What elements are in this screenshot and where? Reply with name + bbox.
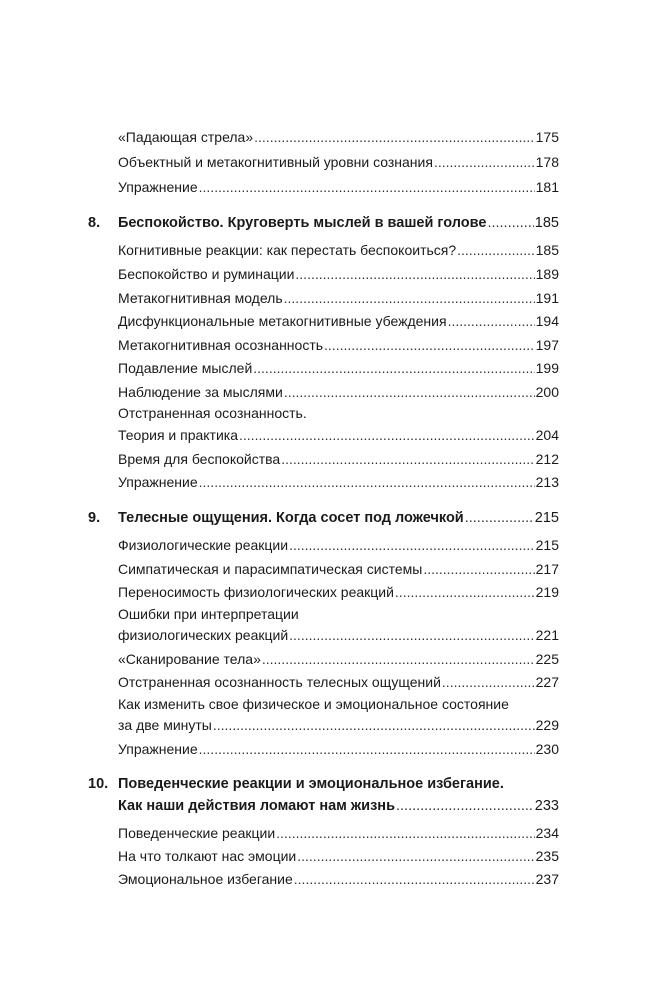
toc-entry <box>118 848 559 865</box>
toc-entry-page: 200 <box>535 384 559 400</box>
toc-entry-title-line1: Как изменить свое физическое и эмоциональное состояние <box>118 696 509 712</box>
toc-entry <box>118 360 559 377</box>
toc-entry-page: 199 <box>535 360 559 376</box>
dot-leader <box>434 154 535 171</box>
toc-entry-title: Физиологические реакции <box>118 537 289 553</box>
dot-leader <box>297 848 534 865</box>
toc-entry-title: Подавление мыслей <box>118 360 253 376</box>
toc-entry <box>118 290 559 307</box>
toc-entry <box>118 337 559 354</box>
toc-entry <box>118 871 559 888</box>
toc-entry-title: за две минуты <box>118 717 212 733</box>
toc-entry-title: Поведенческие реакции <box>118 825 276 841</box>
dot-leader <box>213 717 535 734</box>
toc-entry-page: 229 <box>535 717 559 733</box>
toc-entry-page: 191 <box>535 290 559 306</box>
toc-chapter-title: Беспокойство. Круговерть мыслей в вашей голове <box>118 215 487 231</box>
dot-leader <box>281 451 534 468</box>
dot-leader <box>199 474 535 491</box>
toc-chapter-title: Телесные ощущения. Когда сосет под ложечкой <box>118 510 464 526</box>
toc-entry-title: «Сканирование тела» <box>118 651 261 667</box>
toc-entry-page: 185 <box>535 242 559 258</box>
dot-leader <box>284 384 535 401</box>
toc-entry <box>118 717 559 734</box>
toc-chapter-title-line1: Поведенческие реакции и эмоциональное избегание. <box>118 776 504 792</box>
dot-leader <box>465 510 534 527</box>
toc-entry-title: Метакогнитивная модель <box>118 290 283 306</box>
toc-entry <box>118 674 559 691</box>
dot-leader <box>442 674 535 691</box>
toc-entry-title: Беспокойство и руминации <box>118 266 295 282</box>
toc-entry-page: 227 <box>535 674 559 690</box>
toc-entry-page: 181 <box>535 179 559 195</box>
toc-entry-page: 178 <box>535 154 559 170</box>
toc-entry-page: 197 <box>535 337 559 353</box>
toc-entry-page: 217 <box>535 561 559 577</box>
dot-leader <box>284 290 535 307</box>
toc-entry-title: Упражнение <box>118 179 198 195</box>
toc-entry <box>118 825 559 842</box>
dot-leader <box>289 537 535 554</box>
toc-entry-page: 212 <box>535 451 559 467</box>
toc-entry-title: На что толкают нас эмоции <box>118 848 297 864</box>
toc-entry <box>118 154 559 171</box>
toc-entry-page: 215 <box>534 510 559 526</box>
dot-leader <box>295 266 534 283</box>
toc-entry-page: 233 <box>534 798 559 814</box>
toc-entry-title: «Падающая стрела» <box>118 129 254 145</box>
toc-entry-page: 237 <box>535 871 559 887</box>
toc-entry <box>118 474 559 491</box>
toc-entry-page: 221 <box>535 627 559 643</box>
toc-entry <box>118 651 559 668</box>
toc-entry <box>118 313 559 330</box>
toc-entry-title: Упражнение <box>118 741 198 757</box>
dot-leader <box>289 627 534 644</box>
toc-chapter-title: Как наши действия ломают нам жизнь <box>118 798 395 814</box>
dot-leader <box>254 129 535 146</box>
toc-entry-title: Упражнение <box>118 474 198 490</box>
toc-entry-title: Теория и практика <box>118 427 239 443</box>
dot-leader <box>199 179 535 196</box>
toc-entry-title: физиологических реакций <box>118 627 289 643</box>
toc-entry <box>118 584 559 601</box>
toc-entry-title: Отстраненная осознанность телесных ощущений <box>118 674 441 690</box>
toc-entry-page: 185 <box>534 215 559 231</box>
toc-entry-page: 219 <box>535 584 559 600</box>
toc-chapter-entry <box>118 798 559 815</box>
toc-entry-page: 213 <box>535 474 559 490</box>
toc-chapter-entry <box>118 215 559 232</box>
chapter-number: 8. <box>88 215 101 231</box>
dot-leader <box>487 215 533 232</box>
toc-entry-title-line1: Ошибки при интерпретации <box>118 606 299 622</box>
dot-leader <box>457 242 535 259</box>
dot-leader <box>199 741 535 758</box>
toc-entry-page: 230 <box>535 741 559 757</box>
dot-leader <box>294 871 535 888</box>
toc-entry <box>118 427 559 444</box>
toc-entry-title: Эмоциональное избегание <box>118 871 293 887</box>
toc-entry-page: 189 <box>535 266 559 282</box>
toc-entry <box>118 384 559 401</box>
dot-leader <box>423 561 534 578</box>
toc-entry <box>118 561 559 578</box>
toc-entry-page: 215 <box>535 537 559 553</box>
toc-entry-page: 225 <box>535 651 559 667</box>
dot-leader <box>262 651 535 668</box>
toc-entry-title-line1: Отстраненная осознанность. <box>118 405 307 421</box>
toc-entry-title: Дисфункциональные метакогнитивные убеждения <box>118 313 447 329</box>
dot-leader <box>395 584 535 601</box>
dot-leader <box>253 360 534 377</box>
toc-entry-page: 235 <box>535 848 559 864</box>
chapter-number: 9. <box>88 510 101 526</box>
toc-entry-title: Метакогнитивная осознанность <box>118 337 324 353</box>
dot-leader <box>448 313 535 330</box>
toc-entry <box>118 741 559 758</box>
toc-chapter-entry <box>118 510 559 527</box>
toc-entry-page: 194 <box>535 313 559 329</box>
toc-entry-page: 175 <box>535 129 559 145</box>
chapter-number: 10. <box>88 776 109 792</box>
dot-leader <box>276 825 535 842</box>
toc-entry <box>118 627 559 644</box>
toc-entry <box>118 451 559 468</box>
toc-entry <box>118 179 559 196</box>
toc-entry-title: Когнитивные реакции: как перестать беспокоиться? <box>118 242 457 258</box>
toc-entry-page: 204 <box>535 427 559 443</box>
dot-leader <box>239 427 535 444</box>
toc-entry-title: Переносимость физиологических реакций <box>118 584 394 600</box>
dot-leader <box>396 798 534 815</box>
toc-entry-page: 234 <box>535 825 559 841</box>
dot-leader <box>324 337 535 354</box>
toc-entry-title: Симпатическая и парасимпатическая системы <box>118 561 423 577</box>
toc-entry <box>118 266 559 283</box>
toc-entry <box>118 537 559 554</box>
toc-entry <box>118 242 559 259</box>
toc-entry-title: Объектный и метакогнитивный уровни сознания <box>118 154 433 170</box>
toc-entry-title: Время для беспокойства <box>118 451 281 467</box>
toc-entry <box>118 129 559 146</box>
toc-entry-title: Наблюдение за мыслями <box>118 384 283 400</box>
